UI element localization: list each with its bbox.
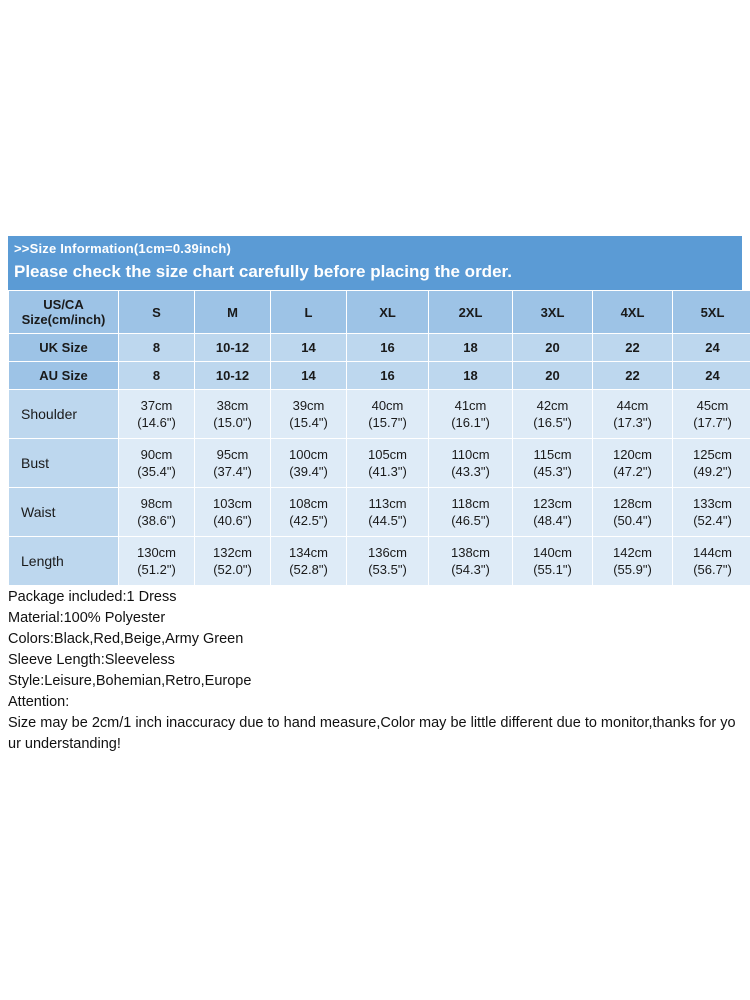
table-cell: [195, 439, 271, 488]
table-cell: [271, 537, 347, 586]
measurement-cm: 40cm: [371, 398, 404, 413]
table-cell: [429, 439, 513, 488]
measurement-cm: 37cm: [140, 398, 173, 413]
table-cell: [195, 537, 271, 586]
table-row: [9, 537, 750, 586]
table-column-header: L: [271, 291, 347, 334]
measurement-inch: (39.4"): [289, 464, 328, 479]
measurement-inch: (38.6"): [137, 513, 176, 528]
measurement-inch: (51.2"): [137, 562, 176, 577]
measurement-inch: (44.5"): [368, 513, 407, 528]
table-row: [9, 362, 750, 390]
measurement-inch: (56.7"): [693, 562, 732, 577]
table-row-label: AU Size: [9, 362, 119, 390]
table-cell: [429, 488, 513, 537]
measurement-cm: 113cm: [368, 496, 407, 511]
measurement-cm: 134cm: [288, 545, 329, 560]
measurement-cm: 130cm: [136, 545, 177, 560]
note-line: Attention:: [8, 694, 70, 710]
table-column-header: 4XL: [593, 291, 673, 334]
measurement-cm: 39cm: [292, 398, 325, 413]
measurement-cm: 108cm: [288, 496, 329, 511]
table-cell: [119, 390, 195, 439]
table-cell: 10-12: [195, 362, 271, 390]
table-cell: 8: [119, 362, 195, 390]
table-cell: 10-12: [195, 334, 271, 362]
table-cell: [513, 439, 593, 488]
table-cell: [119, 488, 195, 537]
table-cell: 20: [513, 334, 593, 362]
measurement-cm: 115cm: [533, 447, 572, 462]
measurement-inch: (50.4"): [613, 513, 652, 528]
measurement-cm: 98cm: [140, 496, 173, 511]
measurement-cm: 123cm: [532, 496, 573, 511]
note-line: Size may be 2cm/1 inch inaccuracy due to hand measure,Color may be little different due to monitor,thanks for your understanding!: [8, 715, 736, 752]
table-cell: [593, 488, 673, 537]
table-cell: 20: [513, 362, 593, 390]
table-column-header: 2XL: [429, 291, 513, 334]
table-row: [9, 488, 750, 537]
measurement-inch: (55.9"): [613, 562, 652, 577]
measurement-cm: 110cm: [451, 447, 490, 462]
table-row: [9, 390, 750, 439]
table-cell: [347, 488, 429, 537]
table-corner-label: [9, 291, 119, 334]
table-cell: [673, 390, 750, 439]
measurement-cm: 144cm: [692, 545, 733, 560]
measurement-inch: (40.6"): [213, 513, 252, 528]
table-cell: [195, 390, 271, 439]
table-row-label: UK Size: [9, 334, 119, 362]
measurement-inch: (17.7"): [693, 415, 732, 430]
table-cell: [119, 537, 195, 586]
table-cell: [429, 390, 513, 439]
table-row-label: Bust: [9, 439, 119, 488]
table-header-row: [9, 291, 750, 334]
size-information-banner: [8, 236, 742, 290]
measurement-inch: (16.1"): [451, 415, 490, 430]
table-cell: 24: [673, 362, 750, 390]
table-row: [9, 334, 750, 362]
measurement-inch: (48.4"): [533, 513, 572, 528]
measurement-inch: (37.4"): [213, 464, 252, 479]
table-cell: [513, 537, 593, 586]
table-cell: 22: [593, 334, 673, 362]
measurement-inch: (15.0"): [213, 415, 252, 430]
table-row-label: Length: [9, 537, 119, 586]
table-cell: [513, 488, 593, 537]
table-cell: 8: [119, 334, 195, 362]
measurement-cm: 95cm: [216, 447, 249, 462]
table-column-header: 3XL: [513, 291, 593, 334]
measurement-cm: 41cm: [454, 398, 487, 413]
measurement-inch: (15.7"): [368, 415, 407, 430]
table-cell: [673, 537, 750, 586]
note-line: Package included:1 Dress: [8, 589, 177, 605]
measurement-cm: 45cm: [696, 398, 729, 413]
corner-label-line2: Size(cm/inch): [21, 312, 106, 327]
size-chart-table: [8, 290, 750, 586]
table-cell: [673, 439, 750, 488]
table-column-header: M: [195, 291, 271, 334]
measurement-cm: 118cm: [451, 496, 490, 511]
size-chart-container: [8, 236, 742, 755]
measurement-cm: 133cm: [692, 496, 733, 511]
table-cell: 18: [429, 334, 513, 362]
measurement-cm: 103cm: [212, 496, 253, 511]
measurement-cm: 42cm: [536, 398, 569, 413]
table-cell: 16: [347, 362, 429, 390]
measurement-inch: (54.3"): [451, 562, 490, 577]
table-cell: 18: [429, 362, 513, 390]
table-cell: [593, 537, 673, 586]
table-cell: [347, 439, 429, 488]
measurement-inch: (55.1"): [533, 562, 572, 577]
measurement-cm: 140cm: [532, 545, 573, 560]
measurement-inch: (46.5"): [451, 513, 490, 528]
measurement-inch: (35.4"): [137, 464, 176, 479]
measurement-inch: (45.3"): [533, 464, 572, 479]
measurement-inch: (41.3"): [368, 464, 407, 479]
product-notes: [8, 587, 742, 755]
measurement-inch: (14.6"): [137, 415, 176, 430]
measurement-cm: 132cm: [212, 545, 253, 560]
table-row-label: Waist: [9, 488, 119, 537]
measurement-inch: (47.2"): [613, 464, 652, 479]
measurement-cm: 100cm: [288, 447, 329, 462]
table-cell: 24: [673, 334, 750, 362]
note-line: Material:100% Polyester: [8, 610, 166, 626]
table-row-label: Shoulder: [9, 390, 119, 439]
measurement-cm: 90cm: [140, 447, 173, 462]
note-line: Colors:Black,Red,Beige,Army Green: [8, 631, 244, 647]
table-cell: [513, 390, 593, 439]
measurement-inch: (16.5"): [533, 415, 572, 430]
measurement-cm: 120cm: [612, 447, 653, 462]
table-cell: 14: [271, 334, 347, 362]
measurement-cm: 38cm: [216, 398, 249, 413]
measurement-inch: (42.5"): [289, 513, 328, 528]
table-cell: [195, 488, 271, 537]
table-cell: [271, 390, 347, 439]
note-line: Sleeve Length:Sleeveless: [8, 652, 175, 668]
table-cell: [271, 488, 347, 537]
measurement-inch: (43.3"): [451, 464, 490, 479]
measurement-cm: 105cm: [367, 447, 408, 462]
measurement-inch: (15.4"): [289, 415, 328, 430]
measurement-cm: 136cm: [367, 545, 408, 560]
table-column-header: S: [119, 291, 195, 334]
table-cell: [429, 537, 513, 586]
table-cell: [271, 439, 347, 488]
banner-heading: >>Size Information(1cm=0.39inch): [14, 241, 231, 256]
table-cell: [119, 439, 195, 488]
measurement-cm: 138cm: [450, 545, 491, 560]
table-cell: 22: [593, 362, 673, 390]
measurement-cm: 125cm: [692, 447, 733, 462]
table-cell: 14: [271, 362, 347, 390]
banner-subheading: Please check the size chart carefully before placing the order.: [14, 262, 512, 281]
table-column-header: XL: [347, 291, 429, 334]
table-cell: [593, 439, 673, 488]
table-cell: [673, 488, 750, 537]
measurement-cm: 142cm: [612, 545, 653, 560]
table-cell: [347, 390, 429, 439]
table-row: [9, 439, 750, 488]
table-cell: 16: [347, 334, 429, 362]
table-cell: [347, 537, 429, 586]
measurement-inch: (52.0"): [213, 562, 252, 577]
note-line: Style:Leisure,Bohemian,Retro,Europe: [8, 673, 252, 689]
measurement-inch: (52.8"): [289, 562, 328, 577]
measurement-inch: (53.5"): [368, 562, 407, 577]
corner-label-line1: US/CA: [43, 297, 84, 312]
measurement-inch: (52.4"): [693, 513, 732, 528]
table-cell: [593, 390, 673, 439]
measurement-cm: 44cm: [616, 398, 649, 413]
measurement-inch: (17.3"): [613, 415, 652, 430]
table-column-header: 5XL: [673, 291, 750, 334]
measurement-cm: 128cm: [612, 496, 653, 511]
measurement-inch: (49.2"): [693, 464, 732, 479]
